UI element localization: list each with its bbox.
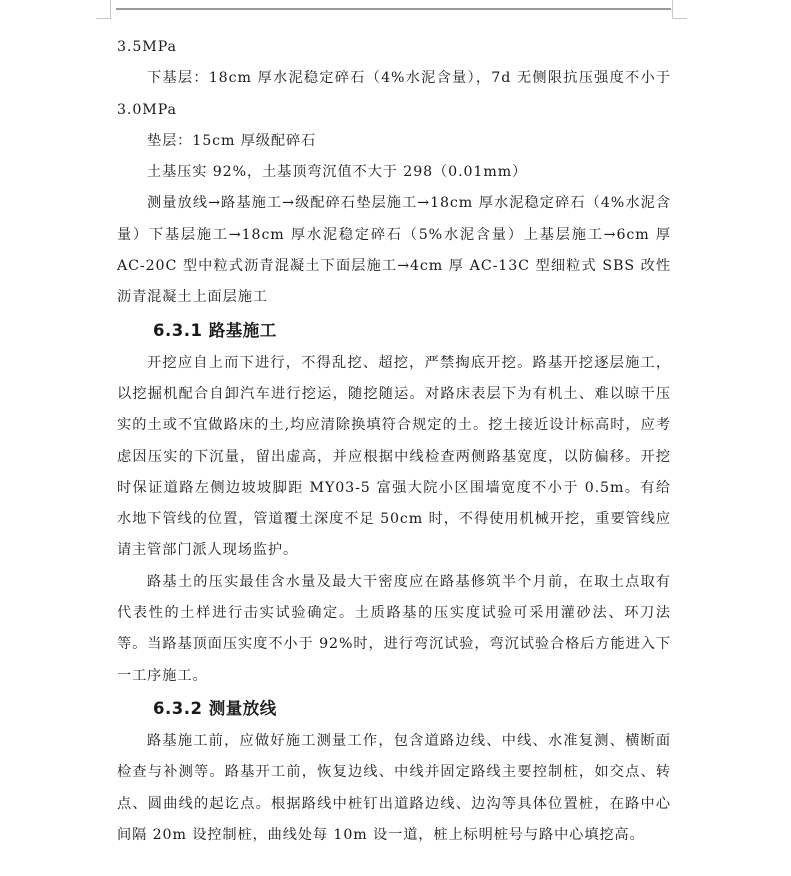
page-corner-mark-right (672, 0, 687, 19)
paragraph: 土基压实 92%，土基顶弯沉值不大于 298（0.01mm） (147, 164, 528, 181)
paragraph: 垫层：15cm 厚级配碎石 (147, 132, 317, 149)
paragraph: 路基施工前，应做好施工测量工作，包含道路边线、中线、水准复测、横断面检查与补测等。路基开工前，恢复边线、中线并固定路线主要控制桩，如交点、转点、圆曲线的起讫点。根据路线中桩钉出道路边线、边沟等具体位置桩，在路中心间隔 20m 设控制桩，曲线处每 10m 设一道，桩上标明桩号与路中心填挖高。 (117, 732, 671, 843)
paragraph: 路基土的压实最佳含水量及最大干密度应在路基修筑半个月前，在取土点取有代表性的土样进行击实试验确定。土质路基的压实度试验可采用灌砂法、环刀法等。当路基顶面压实度不小于 92%时，进行弯沉试验，弯沉试验合格后方能进入下一工序施工。 (117, 573, 671, 684)
paragraph: 测量放线→路基施工→级配碎石垫层施工→18cm 厚水泥稳定碎石（4%水泥含量）下基层施工→18cm 厚水泥稳定碎石（5%水泥含量）上基层施工→6cm 厚 AC-20C 型中粒式沥青混凝土下面层施工→4cm 厚 AC-13C 型细粒式 SBS 改性沥青混凝土上面层施工 (117, 195, 671, 306)
page-corner-mark-left (96, 0, 111, 19)
paragraph: 开挖应自上而下进行，不得乱挖、超挖，严禁掏底开挖。路基开挖逐层施工，以挖掘机配合自卸汽车进行挖运，随挖随运。对路床表层下为有机土、难以晾干压实的土或不宜做路床的土,均应清除换填符合规定的土。挖土接近设计标高时，应考虑因压实的下沉量，留出虚高，并应根据中线检查两侧路基宽度，以防偏移。开挖时保证道路左侧边坡坡脚距 MY03-5 富强大院小区围墙宽度不小于 0.5m。有给水地下管线的位置，管道覆土深度不足 50cm 时，不得使用机械开挖，重要管线应请主管部门派人现场监护。 (117, 354, 671, 559)
section-heading: 6.3.1 路基施工 (153, 320, 277, 340)
paragraph: 3.5MPa (117, 39, 177, 55)
section-heading: 6.3.2 测量放线 (153, 698, 277, 718)
document-body (117, 32, 671, 851)
paragraph: 下基层：18cm 厚水泥稳定碎石（4%水泥含量），7d 无侧限抗压强度不小于 3.0MPa (117, 70, 671, 118)
page-top-border (116, 8, 671, 10)
